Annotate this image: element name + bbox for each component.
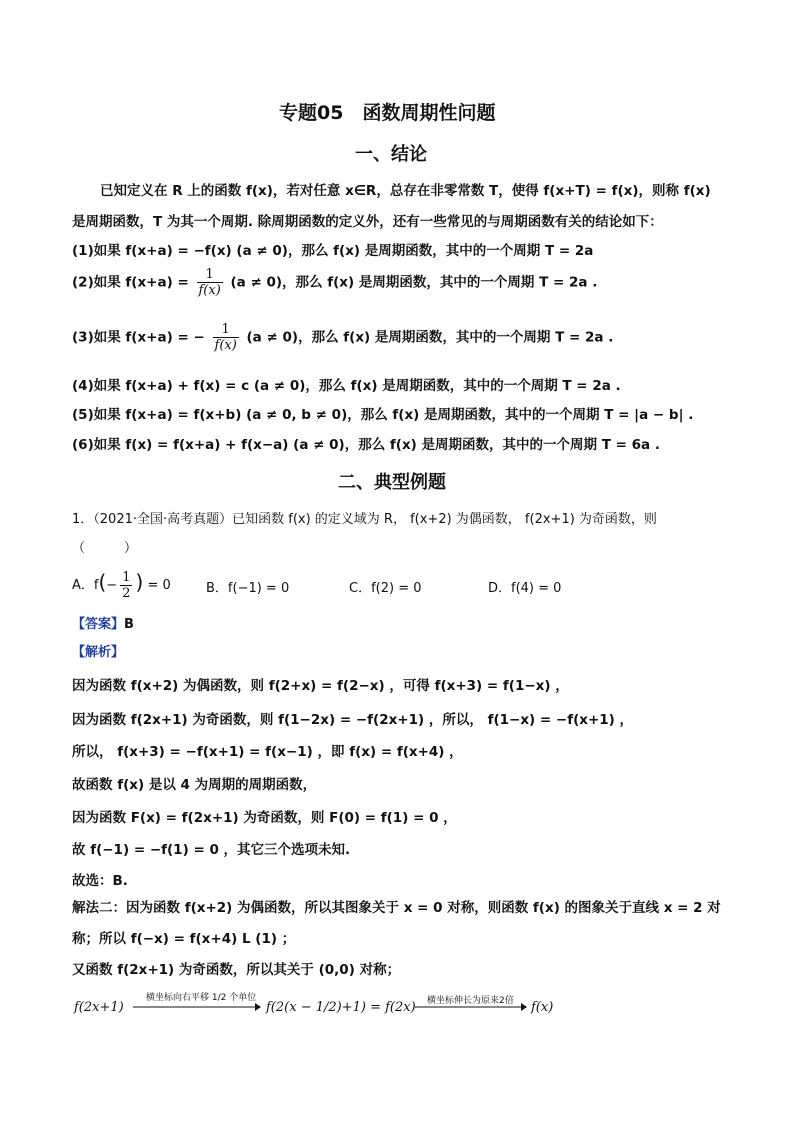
- solution-line-9: 称；所以 f(−x) = f(x+4) L (1) ；: [72, 931, 296, 947]
- transform-arrow-1-label: 横坐标向右平移 1/2 个单位: [146, 993, 257, 1003]
- transform-left: f(2x+1): [74, 1000, 124, 1015]
- conclusion-2-fraction: [197, 267, 223, 298]
- solution-line-3: 所以， f(x+3) = −f(x+1) = f(x−1) ，即 f(x) = f(x+4) ，: [72, 744, 463, 760]
- option-d: D．f(4) = 0: [488, 581, 562, 596]
- conclusion-3-prefix: (3)如果 f(x+a) = −: [72, 329, 205, 346]
- conclusion-3-fraction: [213, 322, 239, 353]
- arrow-right-icon: [415, 1002, 527, 1012]
- transform-mid: f(2(x − 1/2)+1) = f(2x): [266, 1000, 416, 1015]
- fraction-denominator: f(x): [198, 283, 221, 298]
- intro-line-2: 是周期函数，T 为其一个周期. 除周期函数的定义外，还有一些常见的与周期函数有关的结论如下：: [72, 214, 663, 230]
- solution-line-10: 又函数 f(2x+1) 为奇函数，所以其关于 (0,0) 对称；: [72, 962, 401, 978]
- solution-line-7: 故选：B.: [72, 873, 128, 889]
- option-a-suffix: = 0: [147, 578, 171, 593]
- solution-line-1: 因为函数 f(x+2) 为偶函数，则 f(2+x) = f(2−x) ，可得 f(x+3) = f(1−x) ，: [72, 678, 569, 694]
- section-heading-conclusions: 一、结论: [355, 144, 427, 165]
- solution-line-5: 因为函数 F(x) = f(2x+1) 为奇函数，则 F(0) = f(1) = 0 ，: [72, 810, 457, 826]
- analysis-label: 【解析】: [72, 645, 125, 660]
- question-1-blank: （ ）: [72, 541, 138, 556]
- question-1: 1．（2021·全国·高考真题）已知函数 f(x) 的定义域为 R， f(x+2) 为偶函数， f(2x+1) 为奇函数，则: [72, 512, 657, 527]
- conclusion-3: [72, 322, 613, 353]
- conclusion-4: (4)如果 f(x+a) + f(x) = c (a ≠ 0)，那么 f(x) 是周期函数，其中的一个周期 T = 2a .: [72, 378, 621, 394]
- arrow-right-icon: [133, 1002, 261, 1012]
- fraction-numerator: 1: [221, 322, 230, 337]
- conclusion-5: (5)如果 f(x+a) = f(x+b) (a ≠ 0, b ≠ 0)，那么 f(x) 是周期函数，其中的一个周期 T = |a − b| .: [72, 407, 694, 423]
- answer-line: [72, 613, 134, 632]
- conclusion-2-suffix: (a ≠ 0)，那么 f(x) 是周期函数，其中的一个周期 T = 2a .: [230, 274, 598, 291]
- transform-right: f(x): [531, 1000, 554, 1015]
- conclusion-2: [72, 267, 597, 298]
- section-heading-examples: 二、典型例题: [338, 472, 446, 493]
- fraction-denominator: 2: [122, 586, 131, 601]
- option-c: C．f(2) = 0: [349, 581, 422, 596]
- page-title: 专题05 函数周期性问题: [279, 102, 496, 124]
- conclusion-6: (6)如果 f(x) = f(x+a) + f(x−a) (a ≠ 0)，那么 f(x) 是周期函数，其中的一个周期 T = 6a .: [72, 437, 660, 453]
- intro-line-1: 已知定义在 R 上的函数 f(x)，若对任意 x∈R，总存在非零常数 T，使得 f(x+T) = f(x)，则称 f(x): [100, 183, 711, 199]
- fraction-denominator: f(x): [214, 338, 237, 353]
- solution-line-8: 解法二：因为函数 f(x+2) 为偶函数，所以其图象关于 x = 0 对称，则函数 f(x) 的图象关于直线 x = 2 对: [72, 900, 721, 916]
- conclusion-1: (1)如果 f(x+a) = −f(x) (a ≠ 0)，那么 f(x) 是周期函数，其中的一个周期 T = 2a: [72, 243, 594, 259]
- conclusion-2-prefix: (2)如果 f(x+a) =: [72, 274, 189, 291]
- transform-arrow-2-label: 横坐标伸长为原来2倍: [427, 996, 514, 1006]
- option-a-fraction: [120, 570, 132, 601]
- option-a: A．f(− $\frac{1}{2}$ ) = 0: [72, 570, 171, 601]
- option-a-prefix: A．f: [72, 578, 99, 593]
- solution-line-4: 故函数 f(x) 是以 4 为周期的周期函数，: [72, 777, 317, 793]
- answer-label: 【答案】: [72, 617, 125, 632]
- conclusion-3-suffix: (a ≠ 0)，那么 f(x) 是周期函数，其中的一个周期 T = 2a .: [246, 329, 614, 346]
- solution-line-6: 故 f(−1) = −f(1) = 0 ，其它三个选项未知.: [72, 842, 351, 858]
- fraction-numerator: 1: [122, 570, 131, 585]
- answer-value: B: [124, 617, 134, 632]
- fraction-numerator: 1: [205, 267, 214, 282]
- solution-line-2: 因为函数 f(2x+1) 为奇函数，则 f(1−2x) = −f(2x+1) ，所以， f(1−x) = −f(x+1) ，: [72, 712, 634, 728]
- option-b: B．f(−1) = 0: [206, 581, 290, 596]
